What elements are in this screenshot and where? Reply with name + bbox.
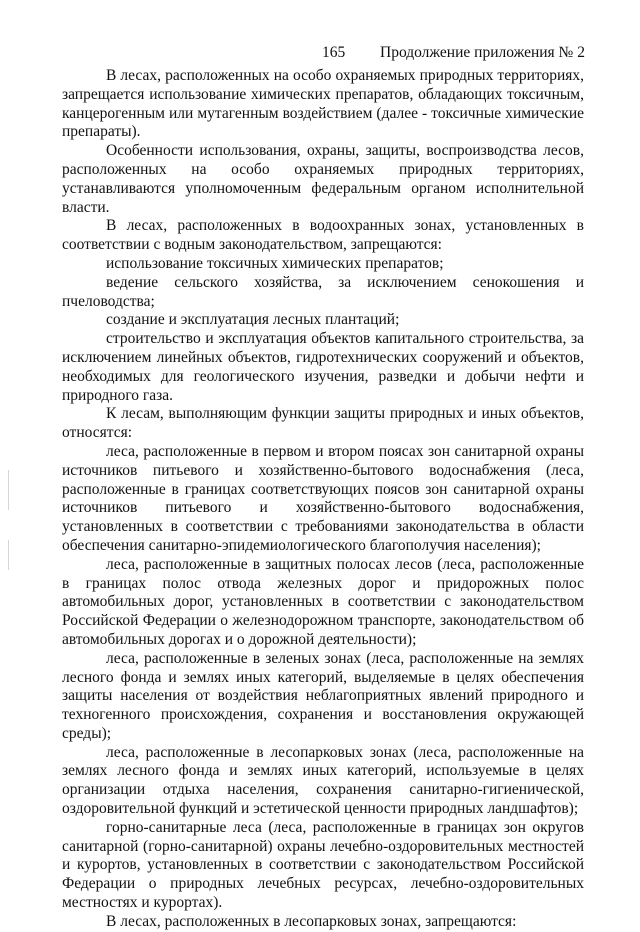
paragraph: леса, расположенные в первом и втором поясах зон санитарной охраны источников питьевого и хозяйственно-бытового водоснабжения (леса, расположенные в границах соответствующих поясов зон санитарной охраны источников питьевого и хозяйственно-бытового водоснабжения, установленных в соответствии с требованиями законодательства в области обеспечения санитарно-эпидемиологического благополучия населения); (62, 442, 584, 554)
paragraph: В лесах, расположенных на особо охраняемых природных территориях, запрещается использование химических препаратов, обладающих токсичным, канцерогенным или мутагенным воздействием (далее - токсичные химические препараты). (62, 67, 584, 141)
paragraph: В лесах, расположенных в водоохранных зонах, установленных в соответствии с водным законодательством, запрещаются: (62, 217, 584, 254)
paragraph: леса, расположенные в защитных полосах лесов (леса, расположенные в границах полос отвода железных дорог и придорожных полос автомобильных дорог, установленных в соответствии с законодательством Российской Федерации о железнодорожном транспорте, законодательством об автомобильных дорогах и о дорожной деятельности); (62, 555, 584, 648)
appendix-continuation-note: Продолжение приложения № 2 (380, 44, 585, 61)
page-header (0, 44, 640, 64)
paragraph: горно-санитарные леса (леса, расположенные в границах зон округов санитарной (горно-санитарной) охраны лечебно-оздоровительных местностей и курортов, установленных в соответствии с законодательством Российской Федерации о природных лечебных ресурсах, лечебно-оздоровительных местностях и курортах). (62, 818, 584, 912)
paragraph: В лесах, расположенных в лесопарковых зонах, запрещаются: (106, 912, 517, 930)
paragraph: Особенности использования, охраны, защиты, воспроизводства лесов, расположенных на особо охраняемых природных территориях, устанавливаются уполномоченным федеральным органом исполнительной власти. (62, 142, 584, 216)
scan-edge-mark (8, 470, 9, 510)
paragraph: использование токсичных химических препаратов; (106, 254, 444, 272)
paragraph: строительство и эксплуатация объектов капитального строительства, за исключением линейных объектов, гидротехнических сооружений и объектов, необходимых для геологического изучения, разведки и добычи нефти и природного газа. (62, 330, 584, 404)
page-number: 165 (322, 44, 346, 61)
scan-edge-mark (8, 540, 9, 570)
paragraph: К лесам, выполняющим функции защиты природных и иных объектов, относятся: (62, 405, 584, 442)
paragraph: создание и эксплуатация лесных плантаций; (106, 311, 400, 329)
document-body (62, 67, 584, 932)
paragraph: ведение сельского хозяйства, за исключением сенокошения и пчеловодства; (62, 273, 584, 310)
paragraph: леса, расположенные в зеленых зонах (леса, расположенные на землях лесного фонда и землях иных категорий, выделяемые в целях обеспечения защиты населения от воздействия неблагоприятных явлений природного и техногенного происхождения, сохранения и восстановления окружающей среды); (62, 649, 584, 742)
paragraph: леса, расположенные в лесопарковых зонах (леса, расположенные на землях лесного фонда и землях иных категорий, используемые в целях организации отдыха населения, сохранения санитарно-гигиенической, оздоровительной функций и эстетической ценности природных ландшафтов); (62, 743, 584, 818)
